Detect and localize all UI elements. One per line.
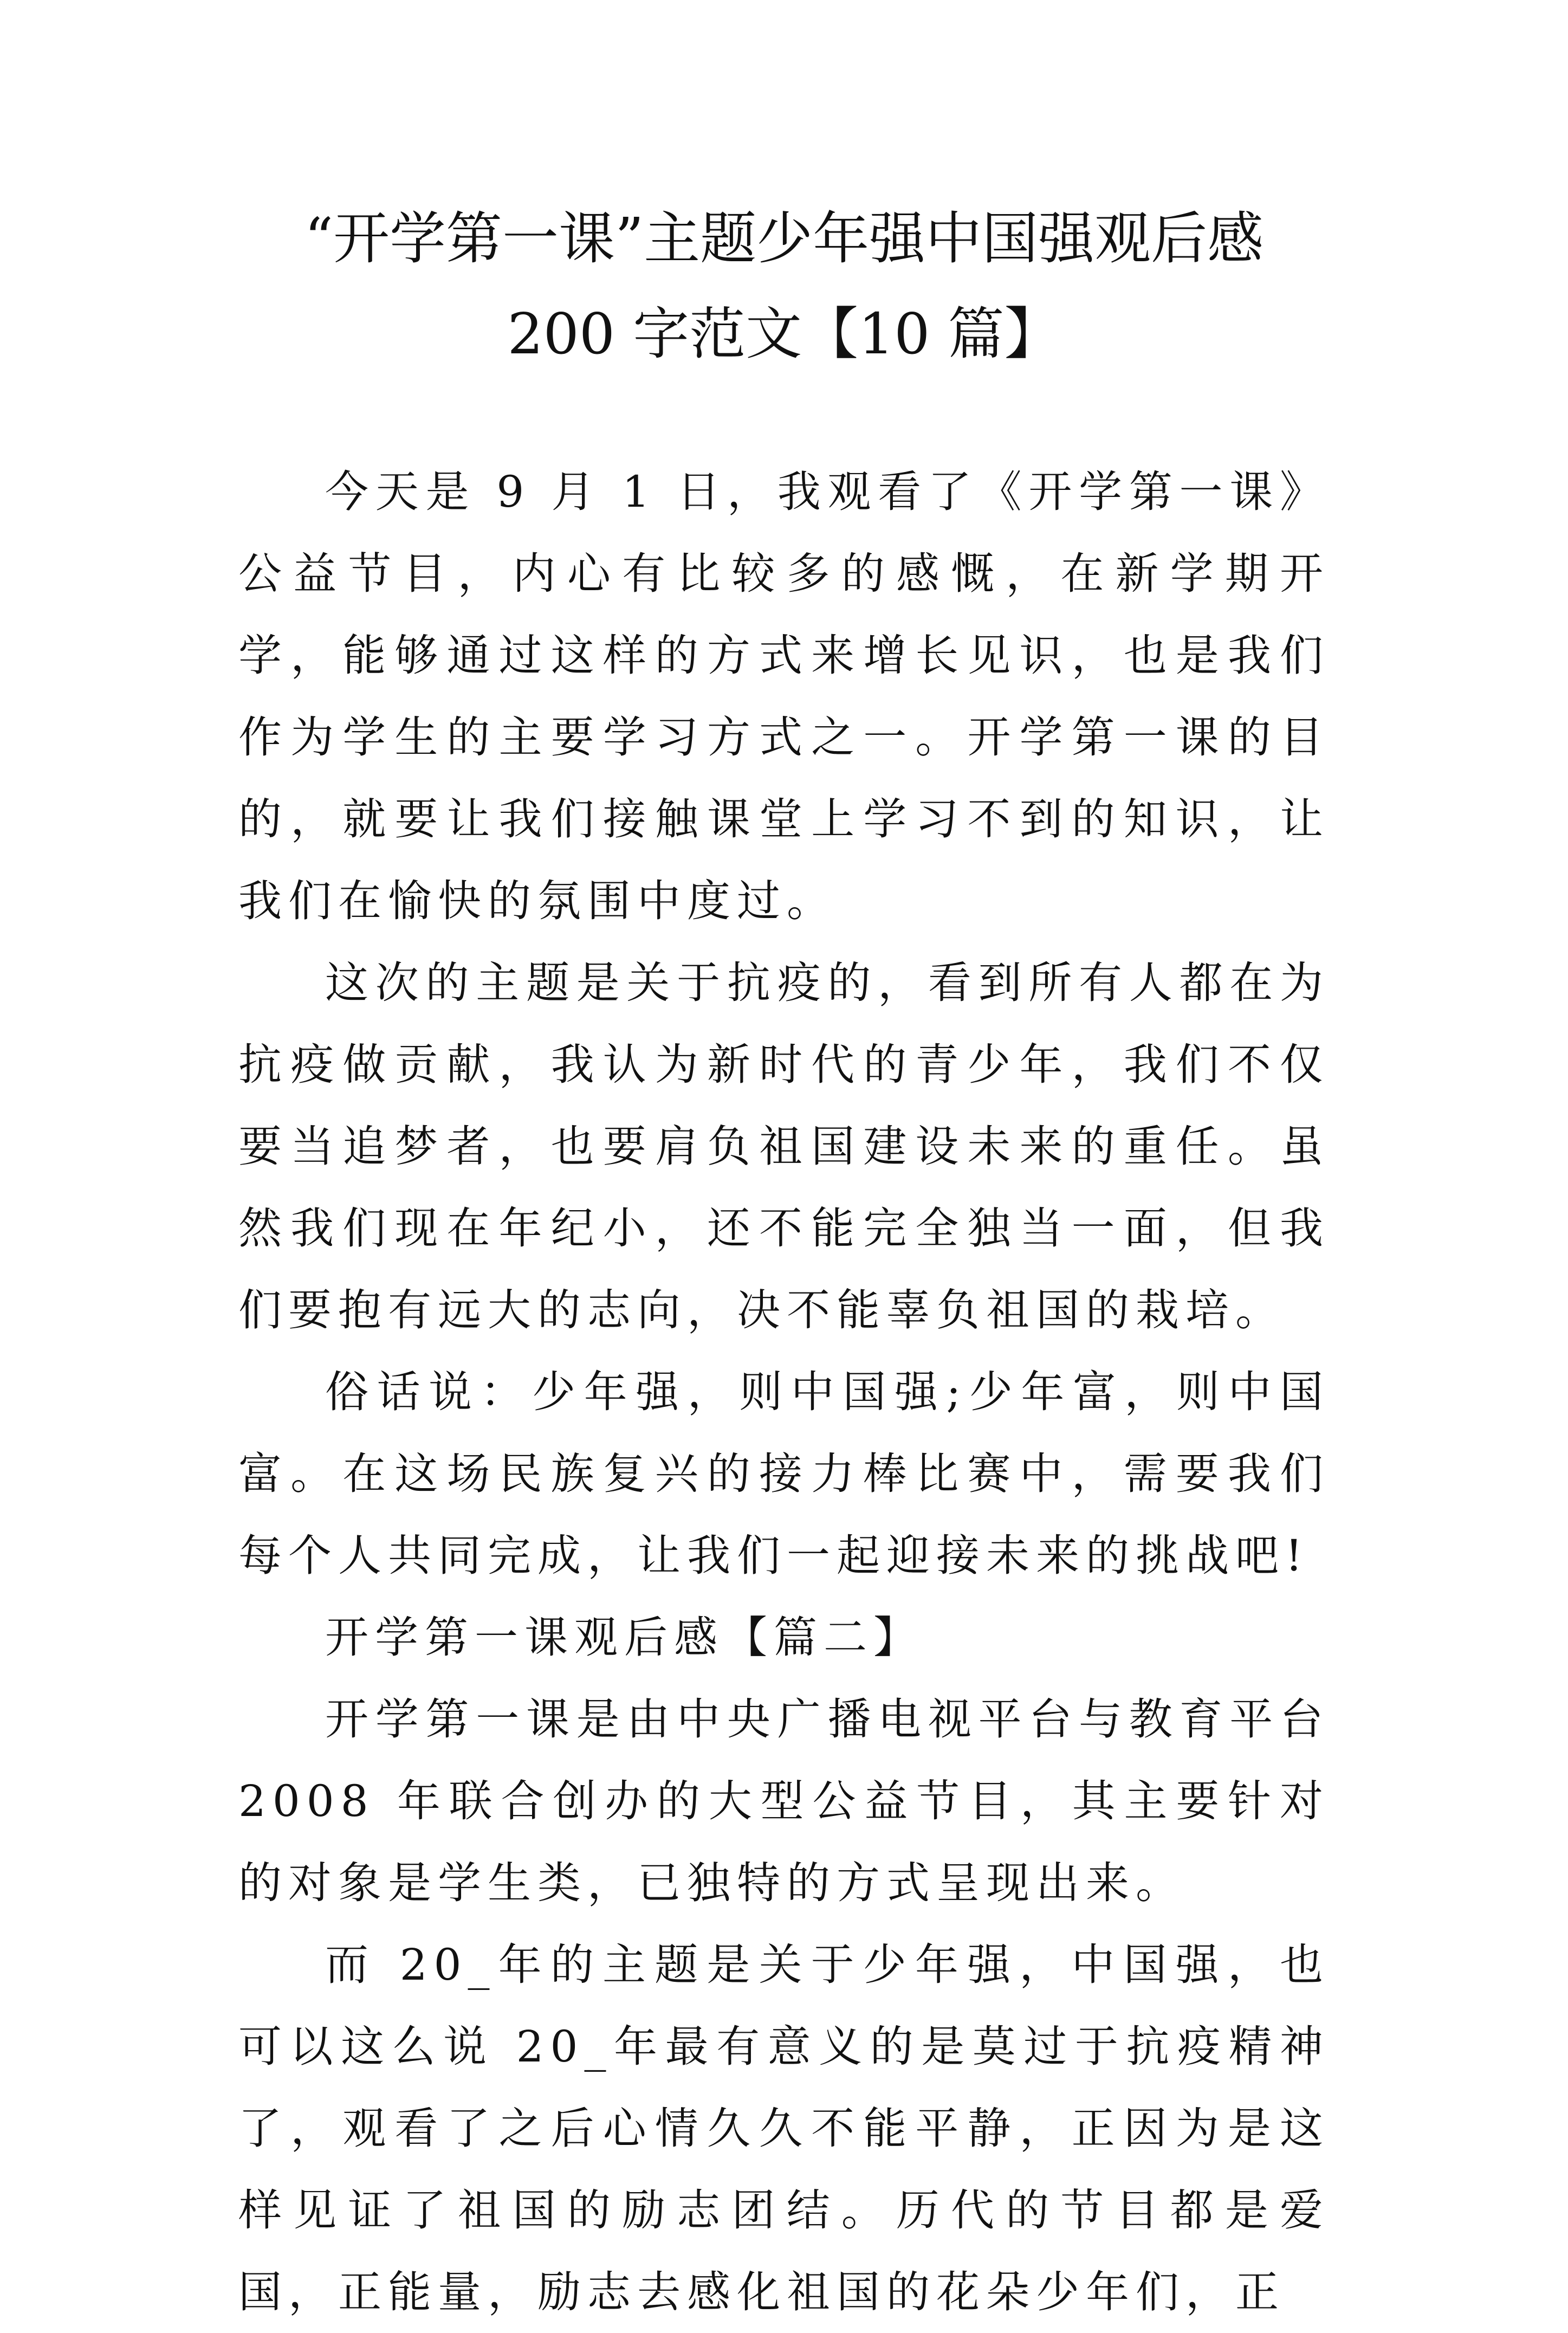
title-line-2: 200 字范文【10 篇】 xyxy=(507,301,1061,367)
document-title xyxy=(217,191,1351,382)
paragraph-3: 俗话说：少年强，则中国强;少年富，则中国富。在这场民族复兴的接力棒比赛中，需要我们每个人共同完成，让我们一起迎接未来的挑战吧! xyxy=(238,1367,1330,1581)
section-heading-part-two: 开学第一课观后感【篇二】 xyxy=(325,1612,923,1663)
paragraph-2: 这次的主题是关于抗疫的，看到所有人都在为抗疫做贡献，我认为新时代的青少年，我们不仅要当追梦者，也要肩负祖国建设未来的重任。虽然我们现在年纪小，还不能完全独当一面，但我们要抱有远大的志向，决不能辜负祖国的栽培。 xyxy=(238,958,1330,1335)
paragraph-5: 而 20_年的主题是关于少年强，中国强，也可以这么说 20_年最有意义的是莫过于抗疫精神了，观看了之后心情久久不能平静，正因为是这样见证了祖国的励志团结。历代的节目都是爱国，正能量，励志去感化祖国的花朵少年们，正 xyxy=(238,1940,1330,2317)
paragraph-1: 今天是 9 月 1 日，我观看了《开学第一课》公益节目，内心有比较多的感慨，在新学期开学，能够通过这样的方式来增长见识，也是我们作为学生的主要学习方式之一。开学第一课的目的，就要让我们接触课堂上学习不到的知识，让我们在愉快的氛围中度过。 xyxy=(238,467,1330,926)
paragraph-4: 开学第一课是由中央广播电视平台与教育平台 2008 年联合创办的大型公益节目，其主要针对的对象是学生类，已独特的方式呈现出来。 xyxy=(238,1694,1330,1908)
title-line-1: “开学第一课”主题少年强中国强观后感 xyxy=(304,205,1264,272)
document-body xyxy=(238,451,1330,2333)
